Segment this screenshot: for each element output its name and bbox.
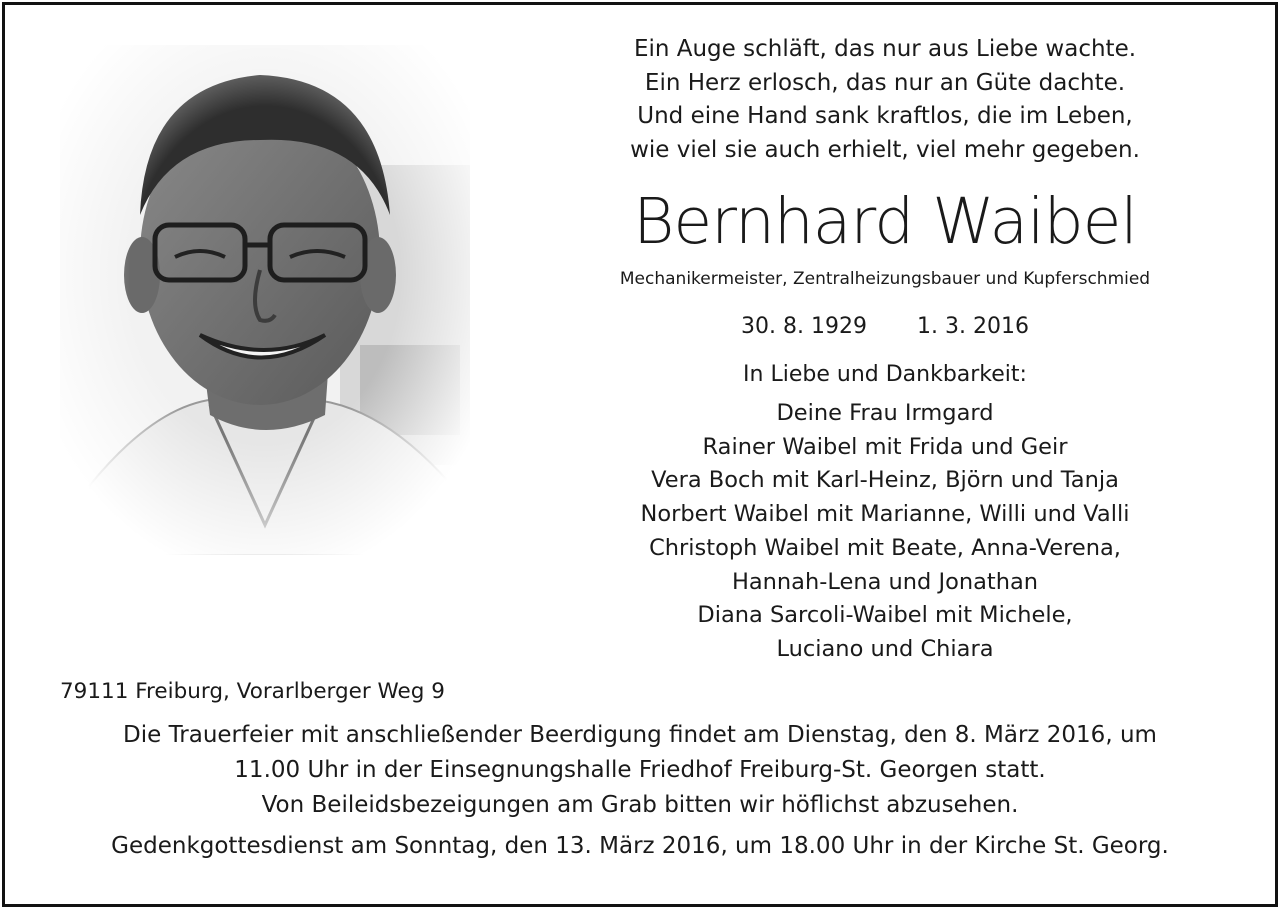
address: 79111 Freiburg, Vorarlberger Weg 9	[60, 679, 445, 704]
deceased-profession: Mechanikermeister, Zentralheizungsbauer und Kupferschmied	[619, 269, 1151, 289]
poem-line: Ein Herz erlosch, das nur an Güte dachte.	[644, 69, 1126, 96]
poem	[545, 33, 1225, 167]
main-text-column	[545, 33, 1225, 667]
deceased-name: Bernhard Waibel	[633, 185, 1137, 258]
mourners-intro: In Liebe und Dankbarkeit:	[743, 362, 1027, 387]
funeral-details	[5, 718, 1275, 864]
life-dates	[545, 314, 1225, 339]
obituary-notice	[2, 2, 1278, 907]
funeral-notice-line: Von Beileidsbezeigungen am Grab bitten wir höflichst abzusehen.	[261, 792, 1019, 818]
memorial-mass: Gedenkgottesdienst am Sonntag, den 13. März 2016, um 18.00 Uhr in der Kirche St. Georg.	[111, 833, 1169, 859]
mourner-line: Norbert Waibel mit Marianne, Willi und Valli	[640, 501, 1130, 528]
mourner-line: Vera Boch mit Karl-Heinz, Björn und Tanja	[651, 467, 1119, 494]
funeral-notice-line: 11.00 Uhr in der Einsegnungshalle Friedhof Freiburg-St. Georgen statt.	[234, 757, 1046, 783]
mourner-line: Christoph Waibel mit Beate, Anna-Verena,	[649, 534, 1121, 561]
mourner-line: Hannah-Lena und Jonathan	[731, 568, 1039, 595]
mourner-line: Diana Sarcoli-Waibel mit Michele,	[697, 602, 1073, 629]
mourner-line: Deine Frau Irmgard	[776, 400, 994, 426]
mourner-line: Luciano und Chiara	[776, 635, 994, 662]
poem-line: wie viel sie auch erhielt, viel mehr gegeben.	[630, 136, 1140, 163]
funeral-notice-line: Die Trauerfeier mit anschließender Beerdigung findet am Dienstag, den 8. März 2016, um	[123, 722, 1157, 748]
mourner-line: Rainer Waibel mit Frida und Geir	[702, 433, 1068, 460]
poem-line: Ein Auge schläft, das nur aus Liebe wachte.	[633, 36, 1137, 62]
birth-date: 30. 8. 1929	[741, 314, 867, 339]
poem-line: Und eine Hand sank kraftlos, die im Leben,	[637, 103, 1133, 129]
mourners-list	[545, 397, 1225, 667]
death-date: 1. 3. 2016	[916, 314, 1029, 339]
portrait-photo	[60, 45, 470, 555]
